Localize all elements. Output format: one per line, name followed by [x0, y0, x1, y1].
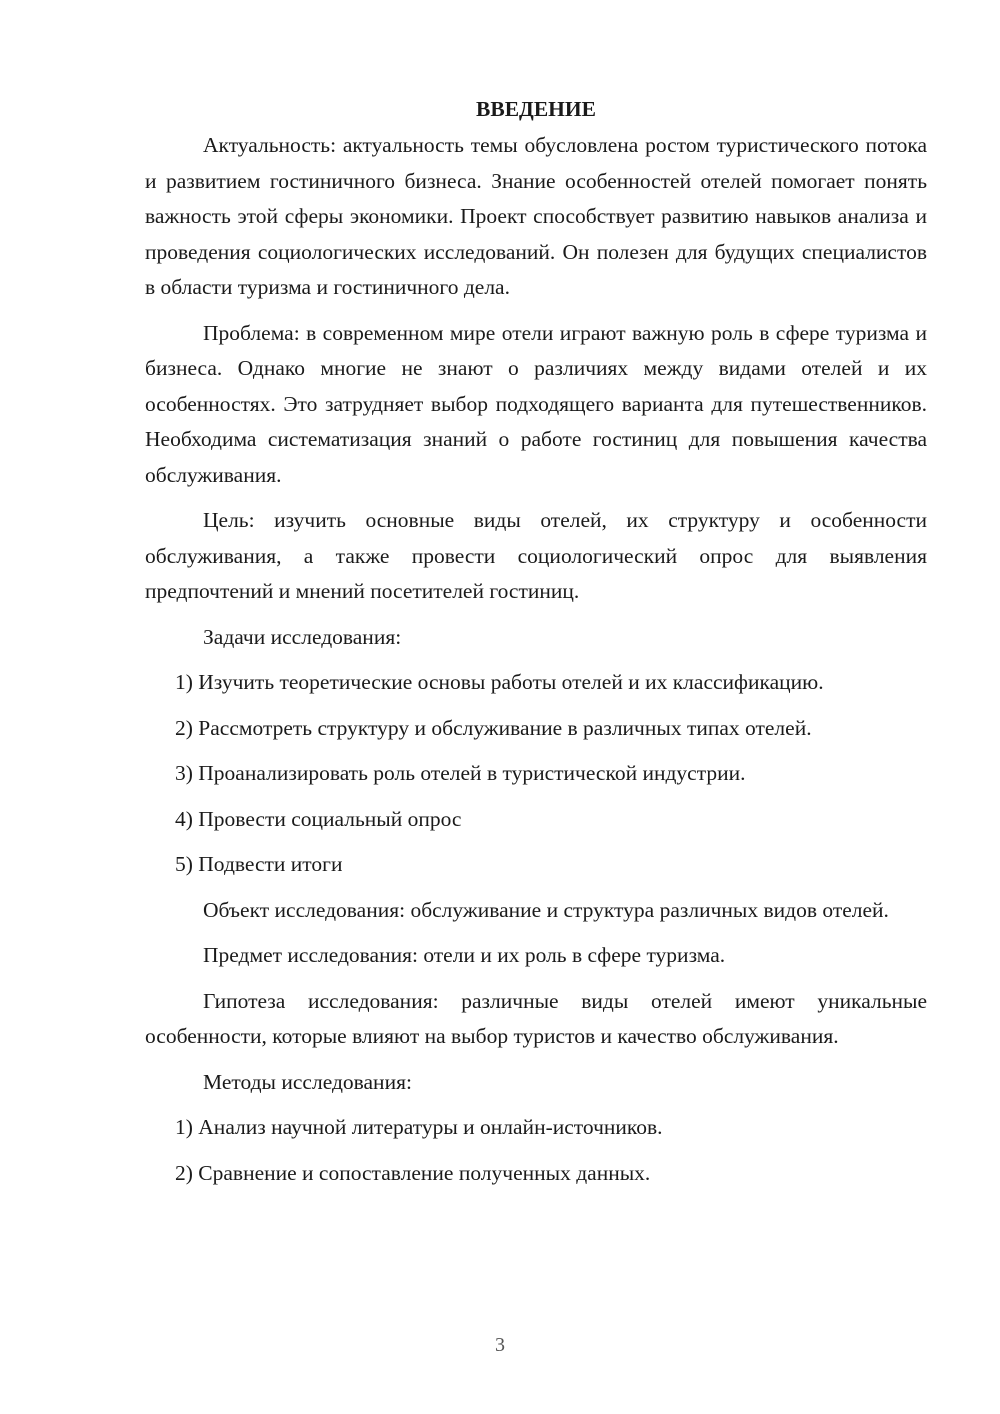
problem-paragraph: Проблема: в современном мире отели играют важную роль в сфере туризма и бизнеса. Однако многие не знают о различиях между видами отелей и их особенностях. Это затрудняет выбор подходящего варианта для путешественников. Необходима систематизация знаний о работе гостиниц для повышения качества обслуживания. [145, 320, 927, 487]
list-item: 3) Проанализировать роль отелей в туристической индустрии. [175, 761, 746, 785]
methods-label: Методы исследования: [203, 1069, 412, 1094]
list-item: 1) Анализ научной литературы и онлайн-источников. [175, 1115, 663, 1139]
list-item: 2) Рассмотреть структуру и обслуживание в различных типах отелей. [175, 715, 812, 740]
document-page [145, 92, 927, 1201]
relevance-paragraph: Актуальность: актуальность темы обусловлена ростом туристического потока и развитием гостиничного бизнеса. Знание особенностей отелей помогает понять важность этой сферы экономики. Проект способствует развитию навыков анализа и проведения социологических исследований. Он полезен для будущих специалистов в области туризма и гостиничного дела. [145, 133, 927, 299]
section-title: ВВЕДЕНИЕ [476, 97, 596, 121]
tasks-label: Задачи исследования: [203, 624, 402, 649]
methods-list [145, 1110, 927, 1191]
page-number: 3 [495, 1334, 505, 1356]
list-item: 4) Провести социальный опрос [175, 806, 462, 831]
goal-paragraph: Цель: изучить основные виды отелей, их структуру и особенности обслуживания, а также провести социологический опрос для выявления предпочтений и мнений посетителей гостиниц. [145, 508, 927, 603]
list-item: 5) Подвести итоги [175, 852, 343, 876]
object-paragraph: Объект исследования: обслуживание и структура различных видов отелей. [203, 897, 889, 922]
subject-paragraph: Предмет исследования: отели и их роль в сфере туризма. [203, 943, 726, 967]
list-item: 2) Сравнение и сопоставление полученных данных. [175, 1160, 651, 1185]
hypothesis-paragraph: Гипотеза исследования: различные виды отелей имеют уникальные особенности, которые влияют на выбор туристов и качество обслуживания. [145, 988, 927, 1048]
list-item: 1) Изучить теоретические основы работы отелей и их классификацию. [175, 670, 824, 694]
tasks-list [145, 665, 927, 883]
